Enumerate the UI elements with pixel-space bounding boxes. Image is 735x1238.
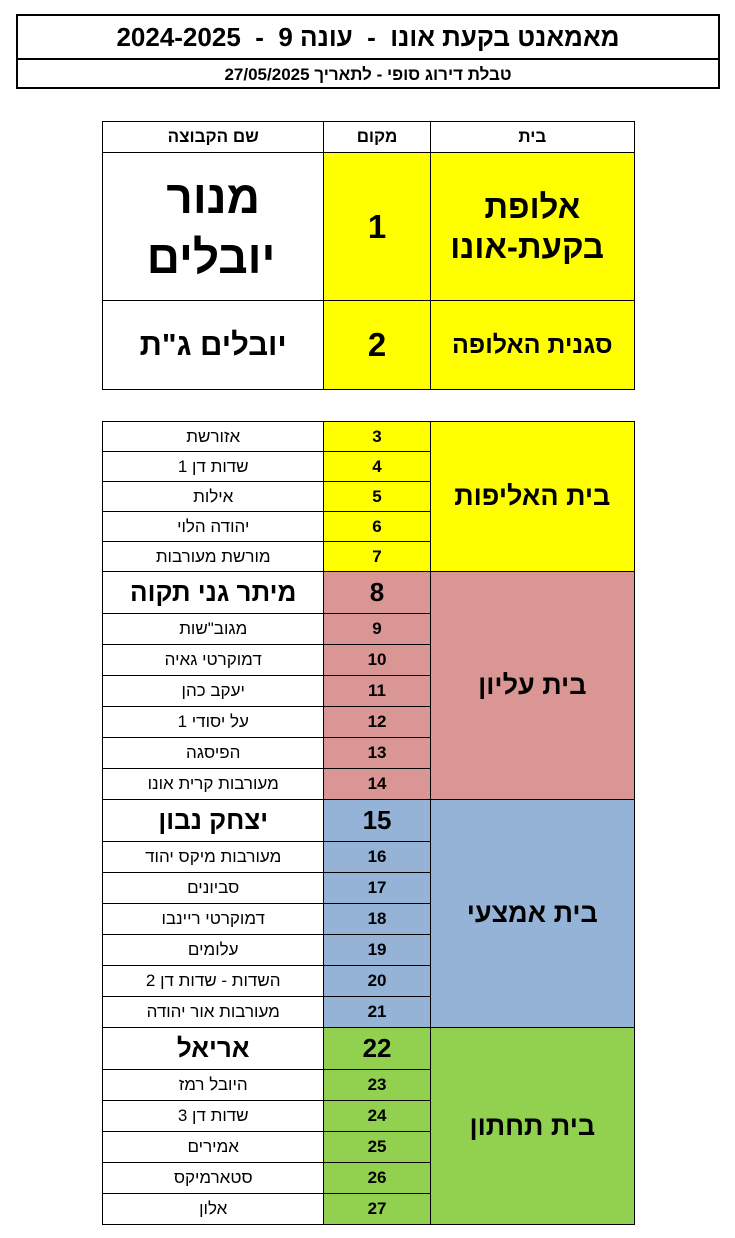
team-cell: יעקב כהן bbox=[103, 676, 324, 707]
table-row bbox=[103, 301, 635, 390]
place-cell: 21 bbox=[324, 997, 430, 1028]
team-cell: שדות דן 3 bbox=[103, 1101, 324, 1132]
team-cell: מגוב"שות bbox=[103, 614, 324, 645]
champion-house-label: אלופת בקעת-אונו bbox=[450, 187, 604, 265]
place-cell: 20 bbox=[324, 966, 430, 997]
team-cell: אמירים bbox=[103, 1132, 324, 1163]
table-row bbox=[103, 422, 635, 452]
place-cell: 4 bbox=[324, 452, 430, 482]
team-cell: אזורשת bbox=[103, 422, 324, 452]
place-cell: 22 bbox=[324, 1028, 430, 1070]
team-cell: יהודה הלוי bbox=[103, 512, 324, 542]
table-header-row bbox=[103, 122, 635, 153]
table-row bbox=[103, 1028, 635, 1070]
place-cell: 12 bbox=[324, 707, 430, 738]
team-cell: השדות - שדות דן 2 bbox=[103, 966, 324, 997]
team-cell: אריאל bbox=[103, 1028, 324, 1070]
place-cell: 13 bbox=[324, 738, 430, 769]
team-cell: עלומים bbox=[103, 935, 324, 966]
standings-table bbox=[102, 421, 635, 1225]
place-cell: 23 bbox=[324, 1070, 430, 1101]
team-cell: אילות bbox=[103, 482, 324, 512]
place-cell: 5 bbox=[324, 482, 430, 512]
house-upper-label: בית עליון bbox=[430, 572, 634, 800]
place-cell: 19 bbox=[324, 935, 430, 966]
place-cell: 2 bbox=[324, 301, 430, 390]
house-champions-label: בית האליפות bbox=[430, 422, 634, 572]
column-header-team: שם הקבוצה bbox=[103, 122, 324, 153]
house-middle-label: בית אמצעי bbox=[430, 800, 634, 1028]
place-cell: 18 bbox=[324, 904, 430, 935]
runner-up-house-cell: סגנית האלופה bbox=[430, 301, 634, 390]
house-lower-label: בית תחתון bbox=[430, 1028, 634, 1225]
place-cell: 24 bbox=[324, 1101, 430, 1132]
place-cell: 16 bbox=[324, 842, 430, 873]
team-cell: מיתר גני תקוה bbox=[103, 572, 324, 614]
place-cell: 15 bbox=[324, 800, 430, 842]
team-cell: סטארמיקס bbox=[103, 1163, 324, 1194]
place-cell: 17 bbox=[324, 873, 430, 904]
place-cell: 7 bbox=[324, 542, 430, 572]
team-cell: דמוקרטי ריינבו bbox=[103, 904, 324, 935]
champion-team-cell bbox=[103, 153, 324, 301]
team-cell: מורשת מעורבות bbox=[103, 542, 324, 572]
team-cell: הפיסגה bbox=[103, 738, 324, 769]
place-cell: 1 bbox=[324, 153, 430, 301]
place-cell: 3 bbox=[324, 422, 430, 452]
place-cell: 26 bbox=[324, 1163, 430, 1194]
team-cell: מעורבות קרית אונו bbox=[103, 769, 324, 800]
table-row bbox=[103, 800, 635, 842]
place-cell: 10 bbox=[324, 645, 430, 676]
team-cell: מעורבות מיקס יהוד bbox=[103, 842, 324, 873]
team-cell: סביונים bbox=[103, 873, 324, 904]
team-cell: דמוקרטי גאיה bbox=[103, 645, 324, 676]
place-cell: 9 bbox=[324, 614, 430, 645]
column-header-place: מקום bbox=[324, 122, 430, 153]
team-cell: על יסודי 1 bbox=[103, 707, 324, 738]
page-header bbox=[16, 14, 720, 89]
place-cell: 11 bbox=[324, 676, 430, 707]
place-cell: 6 bbox=[324, 512, 430, 542]
place-cell: 27 bbox=[324, 1194, 430, 1225]
page-subtitle: טבלת דירוג סופי - לתאריך 27/05/2025 bbox=[224, 64, 512, 84]
place-cell: 25 bbox=[324, 1132, 430, 1163]
table-row bbox=[103, 572, 635, 614]
top-places-table bbox=[102, 121, 635, 390]
team-cell: אלון bbox=[103, 1194, 324, 1225]
place-cell: 14 bbox=[324, 769, 430, 800]
place-cell: 8 bbox=[324, 572, 430, 614]
runner-up-team-name: יובלים ג"ת bbox=[103, 301, 324, 390]
champion-team-name: מנור יובלים bbox=[146, 170, 276, 283]
champion-house-cell bbox=[430, 153, 634, 301]
team-cell: שדות דן 1 bbox=[103, 452, 324, 482]
team-cell: יצחק נבון bbox=[103, 800, 324, 842]
column-header-house: בית bbox=[430, 122, 634, 153]
table-row bbox=[103, 153, 635, 301]
team-cell: מעורבות אור יהודה bbox=[103, 997, 324, 1028]
team-cell: היובל רמז bbox=[103, 1070, 324, 1101]
page-title: מאמאנט בקעת אונו - עונה 9 - 2024-2025 bbox=[18, 16, 718, 60]
